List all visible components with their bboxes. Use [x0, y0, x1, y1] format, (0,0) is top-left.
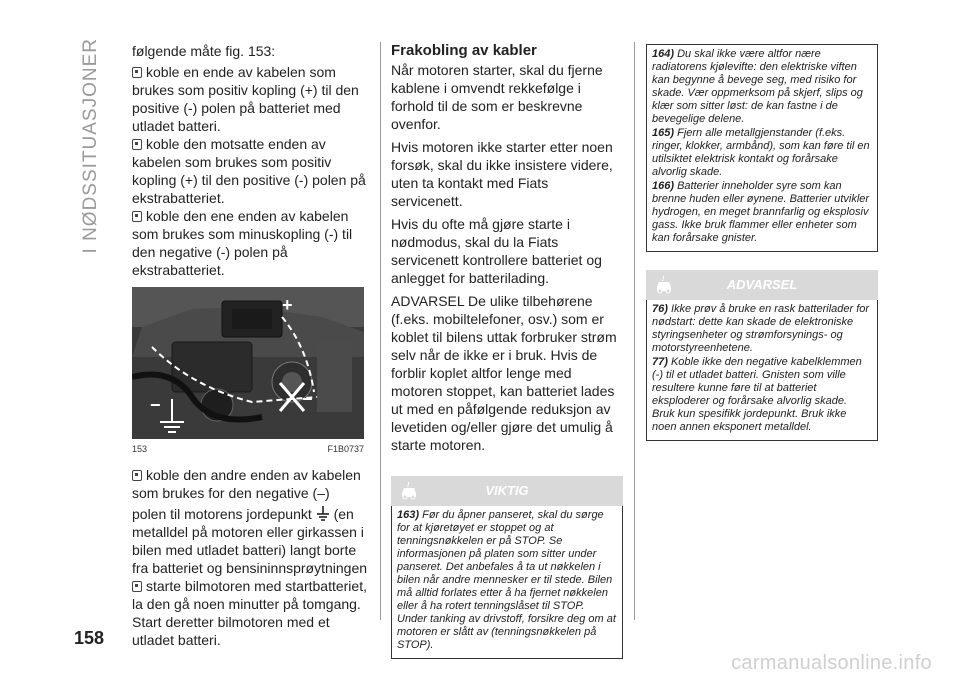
text-paragraph: Når motoren starter, skal du fjerne kablene i omvendt rekkefølge i forhold til de som er beskrevne ovenfor. — [391, 62, 603, 132]
text-paragraph: polen til motorens jordepunkt (en metalldel på motoren eller girkassen i bilen med utladet batteri) langt borte fra batteriet og bensininnsprøytningen — [132, 506, 368, 576]
text-paragraph: ADVARSEL De ulike tilbehørene (f.eks. mobiltelefoner, osv.) som er koblet til bilens uttak forbruker strøm selv når de ikke er i bruk. Hvis de forblir koplet altfor lenge med motoren stoppet, kan batteriet lades ut med en påfølgende reduksjon av levetiden og/eller gjøre det umulig å starte motoren. — [391, 293, 617, 453]
engine-bay-illustration — [132, 287, 364, 439]
note-item: 164) Du skal ikke være altfor nære radiatorens kjølevifte: den elektriske viften kan begynne å bevege seg, med risiko for skade. Vær oppmerksom på skjerf, slips og klær som sitter løst: de kan fastne i de bevegelige delene. — [652, 48, 863, 125]
text-paragraph: Hvis motoren ikke starter etter noen forsøk, skal du ikke insistere videre, uten ta kontakt med Fiats servicenett. — [391, 139, 613, 209]
figure-minus-label: − — [150, 395, 161, 415]
important-box-title: VIKTIG — [485, 483, 529, 498]
car-warning-icon — [654, 276, 674, 294]
watermark: carmanualsonline.info — [731, 652, 932, 674]
column-3 — [646, 44, 878, 441]
column-1 — [132, 42, 370, 649]
ground-symbol-icon — [316, 506, 330, 522]
figure-minus-label-2: − — [302, 389, 313, 409]
bullet-icon — [132, 581, 142, 592]
bullet-item: koble den motsatte enden av kabelen som brukes som positiv kopling (+) til den positive (-) polen på ekstrabatteriet. — [132, 136, 366, 206]
warning-box-title: ADVARSEL — [726, 277, 798, 292]
important-box — [391, 476, 623, 659]
bullet-item: starte bilmotoren med startbatteriet, la den gå noen minutter på tomgang. Start deretter bilmotoren med et utladet batteri. — [132, 578, 367, 648]
bullet-icon — [132, 67, 142, 78]
text-paragraph: Hvis du ofte må gjøre starte i nødmodus, skal du la Fiats servicenett kontrollere batteriet og anlegget for batterilading. — [391, 216, 602, 286]
warning-box-header — [646, 270, 878, 300]
bullet-icon — [132, 211, 142, 222]
svg-text:!: ! — [662, 276, 665, 283]
figure-caption — [132, 440, 364, 458]
note-item: 165) Fjern alle metallgjenstander (f.eks. ringer, klokker, armbånd), som kan føre til en utilsiktet elektrisk kontakt og forårsake alvorlig skade. — [652, 127, 870, 178]
car-warning-icon — [399, 482, 419, 500]
note-item: 163) Før du åpner panseret, skal du sørge for at kjøretøyet er stoppet og at tenningsnøkkelen er på STOP. Se informasjonen på platen som sitter under panseret. Det anbefales å ta ut nøkkelen i bilen når andre mennesker er til stede. Bilen må alltid forlates etter å ha fjernet nøkkelen eller å ha rotert tenningslåset til STOP. Under tanking av drivstoff, forsikre deg om at motoren er slått av (tenningsnøkkelen på STOP). — [397, 509, 616, 651]
svg-text:!: ! — [407, 482, 410, 489]
warning-box — [646, 270, 878, 441]
important-box-body — [391, 506, 623, 659]
figure-number: 153 — [132, 444, 148, 454]
section-tab-label: I NØDSSITUASJONER — [80, 38, 101, 254]
bullet-item: koble en ende av kabelen som brukes som positiv kopling (+) til den positive (-) polen på batteriet med utladet batteri. — [132, 64, 359, 134]
warning-box-body — [646, 300, 878, 441]
bullet-item: koble den andre enden av kabelen som brukes for den negative (–) — [132, 467, 361, 501]
figure-code: F1B0737 — [327, 444, 364, 454]
note-item: 77) Koble ikke den negative kabelklemmen (-) til et utladet batteri. Gnisten som ville resultere kunne føre til at batteriet eksploderer og forårsake alvorlig skade. Bruk kun spesifikk jordepunkt. Bruk ikke noen annen eksponert metalldel. — [652, 356, 862, 433]
figure-153-engine-photo — [132, 287, 364, 439]
bullet-item: koble den ene enden av kabelen som brukes som minuskopling (-) til den negative (-) polen på ekstrabatteriet. — [132, 208, 353, 278]
bullet-icon — [132, 470, 142, 481]
page-number: 158 — [74, 628, 105, 648]
section-heading: Frakobling av kabler — [391, 42, 537, 59]
figure-plus-label: + — [282, 295, 293, 315]
column-divider-1 — [380, 42, 381, 620]
important-box-header — [391, 476, 623, 506]
intro-text: følgende måte fig. 153: — [132, 43, 276, 59]
bullet-icon — [132, 139, 142, 150]
note-item: 166) Batterier inneholder syre som kan brenne huden eller øynene. Batterier utvikler hydrogen, en meget brannfarlig og eksplosiv gass. Ikke bruk flammer eller enheter som kan forårsake gnister. — [652, 180, 870, 244]
note-item: 76) Ikke prøv å bruke en rask batterilader for nødstart: dette kan skade de elektroniske styringsenheter og strømforsynings- og motorstyreenhetene. — [652, 303, 870, 354]
notes-box — [646, 44, 878, 252]
column-2 — [391, 42, 623, 659]
column-divider-2 — [634, 42, 635, 620]
section-tab — [78, 38, 104, 278]
